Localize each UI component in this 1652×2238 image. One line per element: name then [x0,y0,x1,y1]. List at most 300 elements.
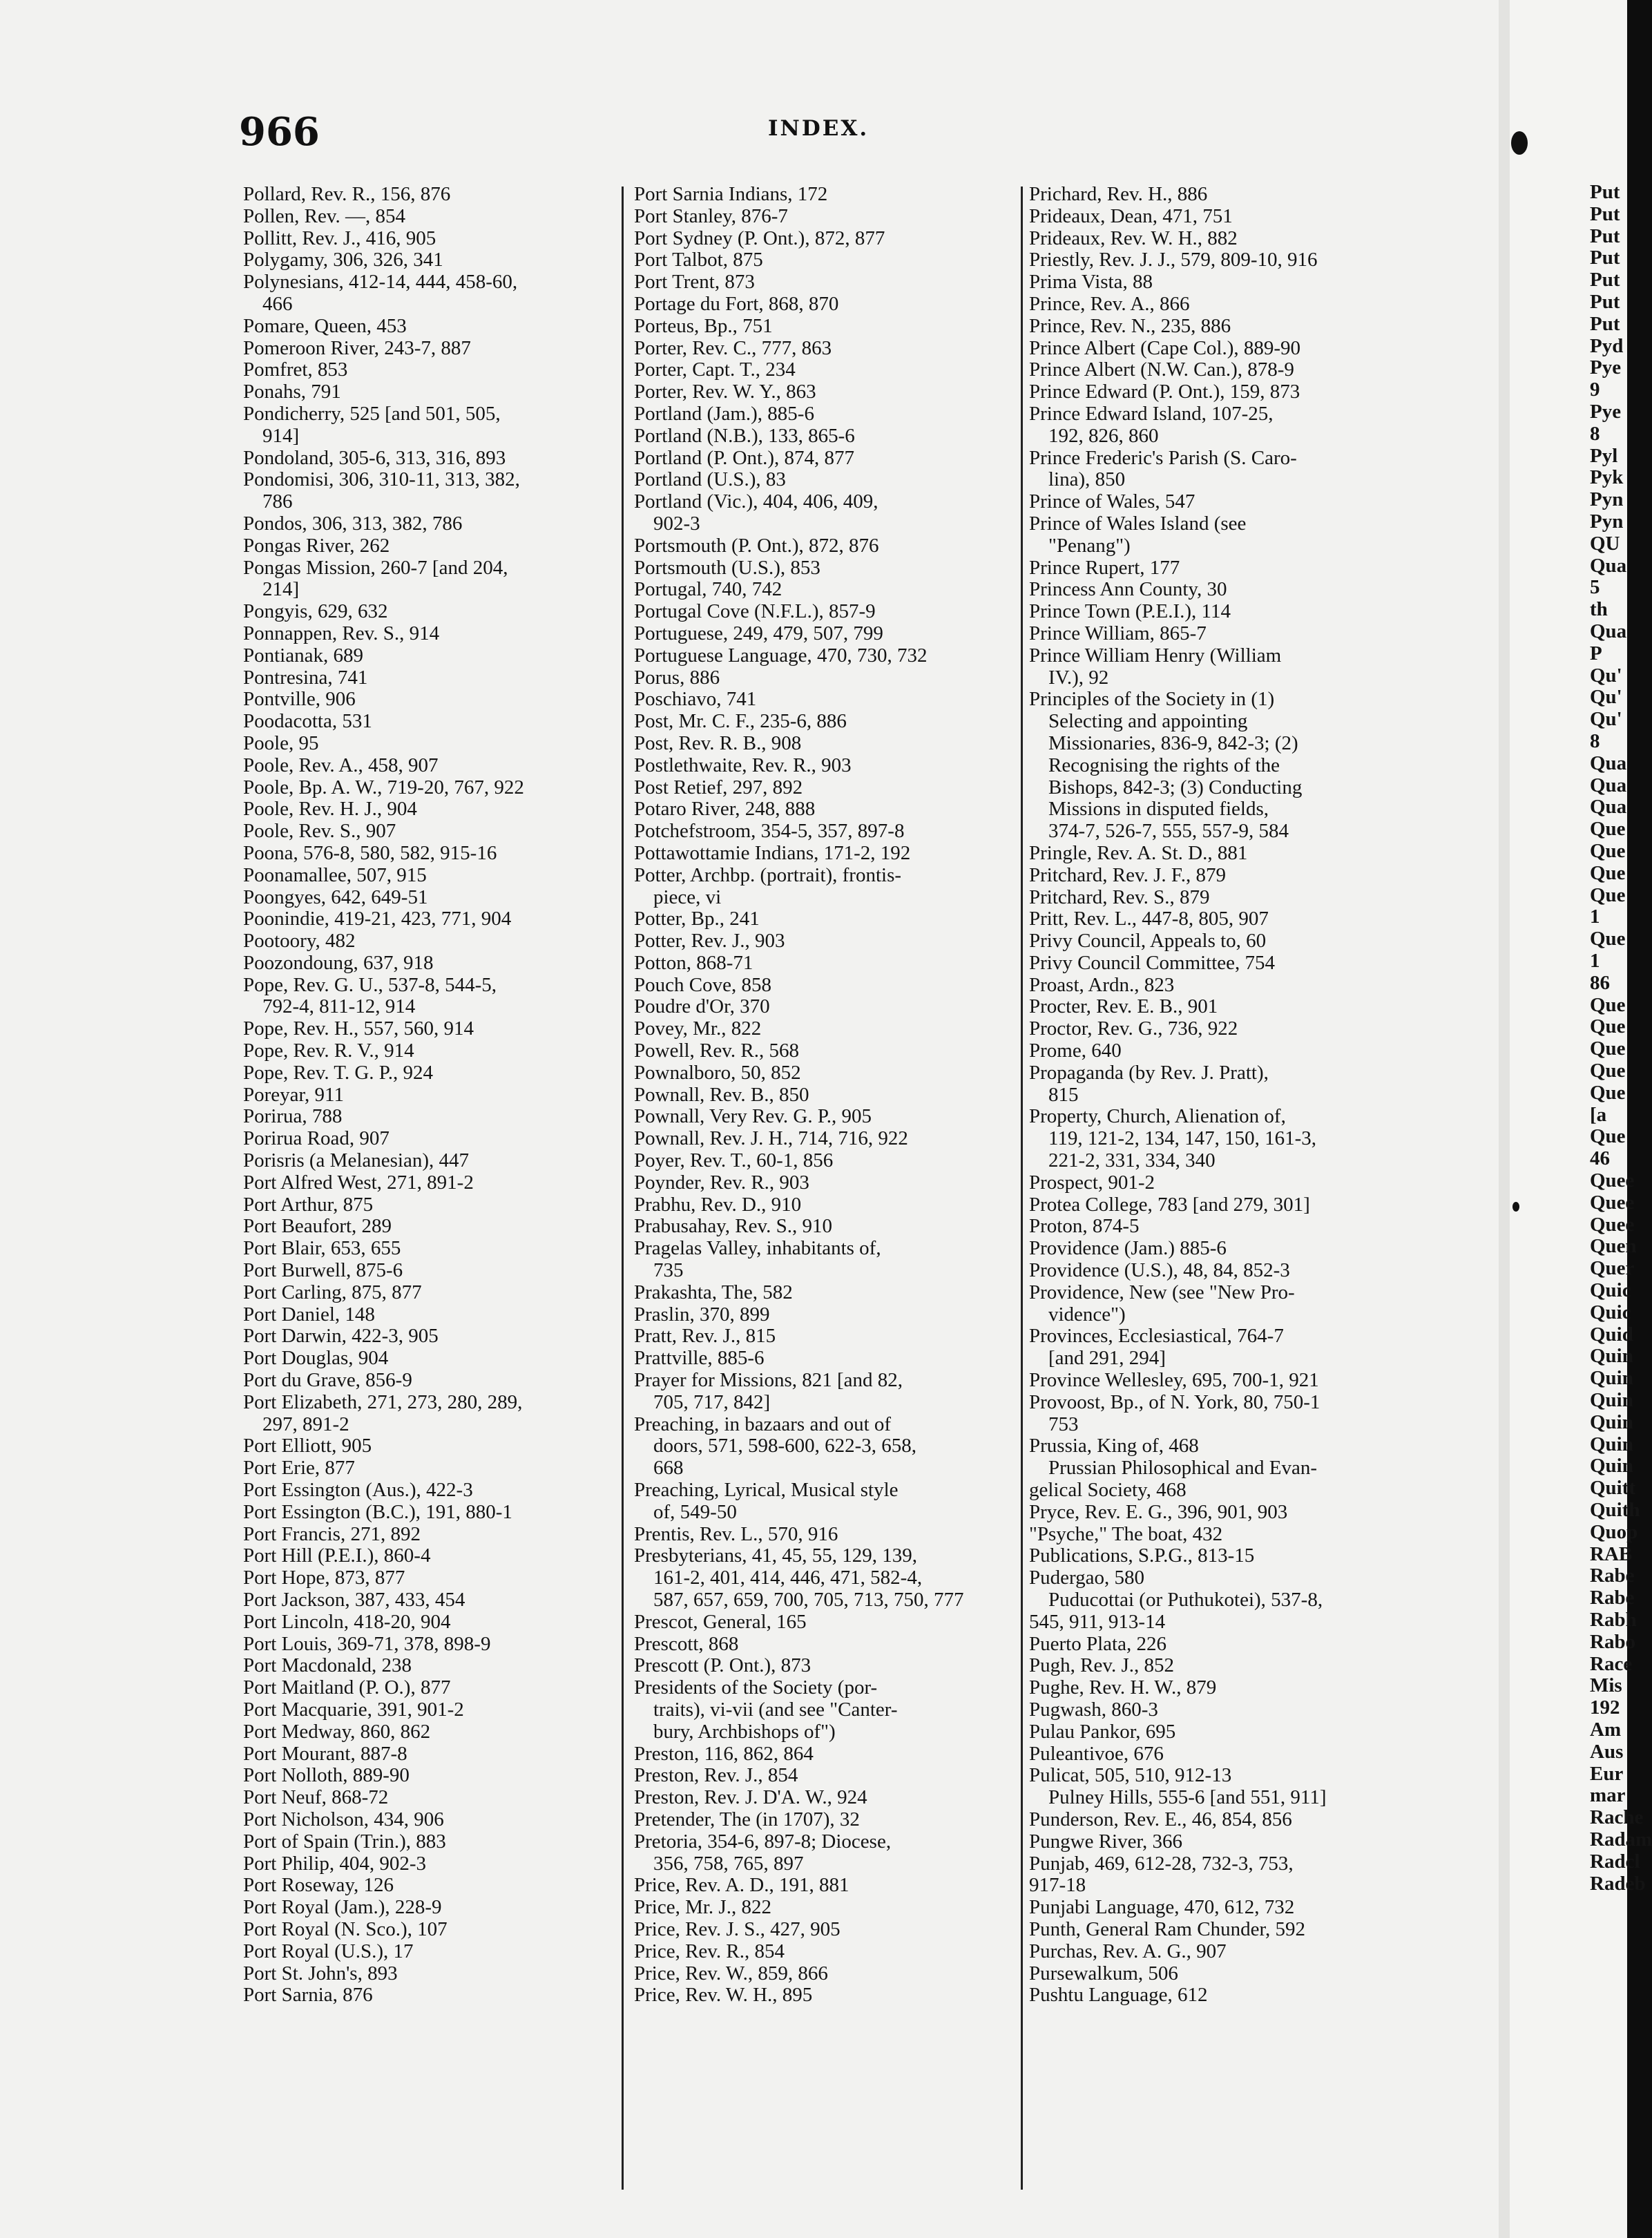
index-entry-line: IV.), 92 [1048,666,1109,689]
index-entry-line: Prabusahay, Rev. S., 910 [634,1215,833,1238]
index-entry-line: lina), 850 [1048,468,1126,491]
index-entry-line: Port Beaufort, 289 [243,1215,392,1238]
index-entry-line: Pretoria, 354-6, 897-8; Diocese, [634,1830,892,1853]
index-entry-line: Portland (Jam.), 885-6 [634,402,814,425]
index-entry-line: 735 [653,1259,684,1282]
adjacent-page-fragment: Am [1590,1719,1622,1741]
index-entry-line: Prabhu, Rev. D., 910 [634,1193,802,1216]
ink-blot [1512,1202,1519,1212]
index-entry-line: Preaching, Lyrical, Musical style [634,1479,899,1502]
adjacent-page-fragment: Que [1590,993,1626,1016]
index-entry-line: Proton, 874-5 [1029,1215,1140,1238]
index-entry-line: Selecting and appointing [1048,710,1248,733]
index-entry-line: Prima Vista, 88 [1029,271,1153,294]
index-entry-line: Poonindie, 419-21, 423, 771, 904 [243,908,512,930]
index-entry-line: Pope, Rev. R. V., 914 [243,1040,414,1062]
index-entry-line: Portsmouth (P. Ont.), 872, 876 [634,534,879,557]
index-entry-line: Ponahs, 791 [243,381,341,403]
index-entry-line: Pritt, Rev. L., 447-8, 805, 907 [1029,908,1269,930]
index-entry-line: Pritchard, Rev. J. F., 879 [1029,863,1226,886]
ink-blot [1511,131,1528,155]
index-entry-line: Privy Council, Appeals to, 60 [1029,930,1267,953]
adjacent-page-fragment: Qua [1590,752,1627,774]
adjacent-page-fragment: Quic [1590,1301,1631,1323]
adjacent-page-fragment: mar [1590,1784,1626,1807]
adjacent-page-fragment: Race [1590,1652,1633,1675]
adjacent-page-fragment: Quin [1590,1367,1633,1390]
adjacent-page-fragment: Put [1590,202,1620,225]
index-entry-line: Privy Council Committee, 754 [1029,951,1276,974]
index-entry-line: Pomeroon River, 243-7, 887 [243,336,471,359]
adjacent-page-fragment: Quop [1590,1520,1638,1543]
index-entry-line: 297, 891-2 [262,1413,349,1435]
index-entry-line: Poodacotta, 531 [243,710,372,733]
index-entry-line: Pomfret, 853 [243,358,348,381]
index-entry-line: Port Daniel, 148 [243,1303,375,1326]
index-entry-line: Pondos, 306, 313, 382, 786 [243,512,463,535]
index-entry-line: Price, Rev. A. D., 191, 881 [634,1874,849,1897]
index-entry-line: Poschiavo, 741 [634,688,757,711]
adjacent-page-fragment: Que [1590,1015,1626,1038]
adjacent-page-fragment: Qua [1590,774,1627,796]
index-entry-line: Prussian Philosophical and Evan- [1048,1457,1318,1480]
index-entry-line: Port Sydney (P. Ont.), 872, 877 [634,227,885,249]
index-column-2 [634,184,1021,2007]
index-entry-line: Punderson, Rev. E., 46, 854, 856 [1029,1808,1292,1830]
index-entry-line: 902-3 [653,512,700,535]
adjacent-page-fragment: Radeb [1590,1872,1646,1895]
index-entry-line: Preston, Rev. J. D'A. W., 924 [634,1786,867,1809]
index-entry-line: Prideaux, Dean, 471, 751 [1029,204,1233,227]
index-entry-line: Portland (U.S.), 83 [634,468,786,491]
index-entry-line: Pootoory, 482 [243,930,356,953]
adjacent-page-fragment: Put [1590,269,1620,291]
index-entry-line: Principles of the Society in (1) [1029,688,1275,711]
index-entry-line: Pritchard, Rev. S., 879 [1029,886,1210,908]
index-entry-line: Pownalboro, 50, 852 [634,1061,801,1084]
adjacent-page-fragment: [a [1590,1103,1607,1126]
adjacent-page-fragment: Pyn [1590,510,1624,533]
adjacent-page-fragment: Pyd [1590,334,1624,357]
index-entry-line: Portuguese Language, 470, 730, 732 [634,644,928,667]
index-entry-line: Polynesians, 412-14, 444, 458-60, [243,271,518,294]
index-entry-line: Pollard, Rev. R., 156, 876 [243,183,451,205]
index-entry-line: Poole, Rev. S., 907 [243,820,396,843]
index-entry-line: Prome, 640 [1029,1040,1122,1062]
index-entry-line: Post, Rev. R. B., 908 [634,731,802,754]
adjacent-page-fragment: Aus [1590,1740,1624,1763]
adjacent-page-fragment: Pye [1590,356,1622,379]
adjacent-page-fragment: Qu' [1590,664,1622,687]
adjacent-page-fragment: Que [1590,1125,1626,1148]
column-divider [622,186,624,2190]
index-entry-line: Pugh, Rev. J., 852 [1029,1654,1174,1677]
index-entry-line: Pongyis, 629, 632 [243,600,388,623]
index-entry-line: Polygamy, 306, 326, 341 [243,249,443,271]
index-entry-line: Poongyes, 642, 649-51 [243,886,428,908]
index-entry-line: Pownall, Rev. J. H., 714, 716, 922 [634,1127,908,1150]
adjacent-page-fragment: Quin [1590,1389,1633,1411]
index-entry-line: vidence") [1048,1303,1126,1326]
index-entry-line: piece, vi [653,886,722,908]
index-entry-line: Preston, Rev. J., 854 [634,1764,798,1787]
index-entry-line: Pulau Pankor, 695 [1029,1720,1176,1743]
index-entry-line: Punth, General Ram Chunder, 592 [1029,1917,1305,1940]
adjacent-page-fragment: Pyk [1590,466,1624,489]
index-entry-line: Porirua Road, 907 [243,1127,390,1150]
index-entry-line: Port Elizabeth, 271, 273, 280, 289, [243,1390,523,1413]
index-entry-line: bury, Archbishops of") [653,1720,836,1743]
index-entry-line: Pope, Rev. H., 557, 560, 914 [243,1017,474,1040]
index-entry-line: traits), vi-vii (and see "Canter- [653,1698,898,1721]
index-entry-line: doors, 571, 598-600, 622-3, 658, [653,1435,917,1457]
index-entry-line: Prayer for Missions, 821 [and 82, [634,1369,903,1392]
index-entry-line: Port Mourant, 887-8 [243,1742,407,1765]
index-entry-line: Province Wellesley, 695, 700-1, 921 [1029,1369,1319,1392]
adjacent-page-fragment: Eur [1590,1762,1624,1785]
index-entry-line: Purchas, Rev. A. G., 907 [1029,1940,1227,1962]
adjacent-page-fragment: Quic [1590,1279,1631,1301]
index-entry-line: Price, Rev. W., 859, 866 [634,1962,828,1984]
index-entry-line: Portuguese, 249, 479, 507, 799 [634,622,883,644]
index-entry-line: Poole, Rev. H. J., 904 [243,798,417,821]
index-entry-line: Pownall, Rev. B., 850 [634,1083,809,1106]
index-entry-line: Prichard, Rev. H., 886 [1029,183,1208,205]
adjacent-page-fragment: Que [1590,840,1626,862]
index-entry-line: Port Hill (P.E.I.), 860-4 [243,1544,431,1567]
index-entry-line: Puducottai (or Puthukotei), 537-8, [1048,1589,1323,1611]
adjacent-page-fragment: Rabe [1590,1587,1635,1609]
adjacent-page-fragment: 46 [1590,1147,1610,1170]
index-entry-line: Prideaux, Rev. W. H., 882 [1029,227,1238,249]
index-entry-line: Port Stanley, 876-7 [634,204,788,227]
adjacent-page-fragment: Que [1590,1060,1626,1082]
adjacent-page-fragment: Rabe [1590,1565,1635,1587]
adjacent-page-fragment: Qua [1590,796,1627,819]
index-entry-line: 192, 826, 860 [1048,424,1159,447]
index-entry-line: Pomare, Queen, 453 [243,314,407,337]
index-entry-line: Pownall, Very Rev. G. P., 905 [634,1105,872,1128]
index-entry-line: Potton, 868-71 [634,951,753,974]
index-column-3 [1029,184,1402,2007]
index-entry-line: Port Blair, 653, 655 [243,1237,401,1260]
index-entry-line: Price, Mr. J., 822 [634,1896,771,1919]
adjacent-page-fragment: 1 [1590,906,1600,928]
index-entry-line: Port Roseway, 126 [243,1874,394,1897]
adjacent-page-fragment: 8 [1590,422,1600,445]
adjacent-page-fragment: Quin [1590,1455,1633,1477]
index-entry-line: Port Francis, 271, 892 [243,1522,421,1545]
index-entry-line: Pursewalkum, 506 [1029,1962,1178,1984]
index-entry-line: Punjabi Language, 470, 612, 732 [1029,1896,1295,1919]
index-entry-line: Proast, Ardn., 823 [1029,973,1175,996]
adjacent-page-fragment: Que [1590,1037,1626,1060]
index-entry-line: Procter, Rev. E. B., 901 [1029,995,1218,1018]
index-entry-line: Pongas Mission, 260-7 [and 204, [243,556,508,579]
adjacent-page-fragment: Quid [1590,1323,1633,1346]
index-entry-line: Prince Albert (Cape Col.), 889-90 [1029,336,1301,359]
adjacent-page-fragment: 86 [1590,971,1610,994]
index-entry-line: Port Arthur, 875 [243,1193,374,1216]
adjacent-page-fragment: Qu' [1590,686,1622,709]
index-entry-line: Pottawottamie Indians, 171-2, 192 [634,841,911,864]
index-entry-line: Prattville, 885-6 [634,1347,765,1370]
adjacent-page-fragment: RAB [1590,1542,1633,1565]
index-entry-line: gelical Society, 468 [1029,1479,1187,1502]
index-entry-line: Pryce, Rev. E. G., 396, 901, 903 [1029,1500,1288,1523]
index-entry-line: Prince of Wales Island (see [1029,512,1247,535]
index-entry-line: 545, 911, 913-14 [1029,1610,1166,1633]
index-entry-line: Port Royal (U.S.), 17 [243,1940,414,1962]
index-entry-line: Porter, Rev. C., 777, 863 [634,336,832,359]
index-entry-line: Poona, 576-8, 580, 582, 915-16 [243,841,497,864]
adjacent-page-fragment: Quin [1590,1410,1633,1433]
index-entry-line: Port Burwell, 875-6 [243,1259,403,1282]
index-entry-line: "Psyche," The boat, 432 [1029,1522,1223,1545]
index-entry-line: Postlethwaite, Rev. R., 903 [634,754,852,776]
adjacent-page-fragment: Qu' [1590,708,1622,731]
adjacent-page-fragment: 8 [1590,730,1600,752]
index-entry-line: Pondicherry, 525 [and 501, 505, [243,402,501,425]
index-entry-line: Post, Mr. C. F., 235-6, 886 [634,710,847,733]
index-entry-line: Prakashta, The, 582 [634,1281,793,1303]
index-entry-line: Port Maitland (P. O.), 877 [243,1676,451,1699]
index-entry-line: Pope, Rev. T. G. P., 924 [243,1061,433,1084]
adjacent-page-fragment: 9 [1590,379,1600,401]
index-entry-line: 466 [262,292,293,315]
index-entry-line: Portsmouth (U.S.), 853 [634,556,820,579]
adjacent-page-fragment: Put [1590,181,1620,203]
index-entry-line: Porisris (a Melanesian), 447 [243,1149,469,1172]
index-entry-line: Prescott (P. Ont.), 873 [634,1654,811,1677]
index-entry-line: Prince Edward (P. Ont.), 159, 873 [1029,381,1300,403]
index-entry-line: 374-7, 526-7, 555, 557-9, 584 [1048,820,1289,843]
index-entry-line: Prescott, 868 [634,1632,739,1655]
index-entry-line: Prince Edward Island, 107-25, [1029,402,1274,425]
adjacent-page-fragment: Rabh [1590,1609,1637,1631]
index-entry-line: Poole, Rev. A., 458, 907 [243,754,439,776]
index-entry-line: Pushtu Language, 612 [1029,1984,1208,2007]
index-entry-line: Prussia, King of, 468 [1029,1435,1199,1457]
index-entry-line: Puerto Plata, 226 [1029,1632,1166,1655]
index-entry-line: Port Trent, 873 [634,271,755,294]
index-entry-line: Port of Spain (Trin.), 883 [243,1830,446,1853]
index-entry-line: Poole, 95 [243,731,319,754]
index-entry-line: Portugal, 740, 742 [634,578,782,601]
adjacent-page-fragment: Qua [1590,620,1627,642]
index-entry-line: Poreyar, 911 [243,1083,344,1106]
index-entry-line: Portland (P. Ont.), 874, 877 [634,446,854,469]
index-entry-line: Presbyterians, 41, 45, 55, 129, 139, [634,1544,917,1567]
adjacent-page-fragment: Pyl [1590,444,1618,467]
index-entry-line: Prince, Rev. N., 235, 886 [1029,314,1231,337]
index-entry-line: Port Nicholson, 434, 906 [243,1808,444,1830]
index-entry-line: Publications, S.P.G., 813-15 [1029,1544,1255,1567]
index-entry-line: Praslin, 370, 899 [634,1303,770,1326]
adjacent-page-fragment: Que [1590,1081,1626,1104]
index-entry-line: 214] [262,578,300,601]
index-entry-line: Port Philip, 404, 902-3 [243,1852,427,1875]
index-entry-line: Potaro River, 248, 888 [634,798,816,821]
adjacent-page-fragment: Que [1590,861,1626,884]
index-entry-line: 753 [1048,1413,1079,1435]
adjacent-page-fragment: Radam [1590,1828,1652,1850]
index-entry-line: Poonamallee, 507, 915 [243,863,427,886]
index-entry-line: Property, Church, Alienation of, [1029,1105,1286,1128]
index-entry-line: [and 291, 294] [1048,1347,1166,1370]
index-entry-line: Porus, 886 [634,666,720,689]
index-entry-line: Port Neuf, 868-72 [243,1786,389,1809]
adjacent-page-fragment: Pyn [1590,488,1624,511]
adjacent-page-fragment: Quitt [1590,1477,1636,1500]
index-entry-line: Prince William Henry (William [1029,644,1282,667]
adjacent-page-fragment: Qua [1590,554,1627,577]
index-entry-line: Pughe, Rev. H. W., 879 [1029,1676,1217,1699]
adjacent-page-fragment: 5 [1590,576,1600,599]
index-column-1 [243,184,602,2007]
adjacent-page-fragment: Put [1590,312,1620,335]
index-entry-line: Prince Frederic's Parish (S. Caro- [1029,446,1297,469]
index-entry-line: Price, Rev. W. H., 895 [634,1984,813,2007]
page-edge [1499,0,1510,2238]
index-entry-line: Porirua, 788 [243,1105,343,1128]
index-entry-line: Pongas River, 262 [243,534,390,557]
index-entry-line: "Penang") [1048,534,1131,557]
index-entry-line: Portland (Vic.), 404, 406, 409, [634,490,878,513]
index-entry-line: Poyer, Rev. T., 60-1, 856 [634,1149,834,1172]
index-entry-line: Port Jackson, 387, 433, 454 [243,1589,465,1611]
index-entry-line: Potchefstroom, 354-5, 357, 897-8 [634,820,905,843]
adjacent-page-fragment: Put [1590,291,1620,313]
adjacent-page-fragment: Quen [1590,1235,1637,1258]
running-title: INDEX. [768,116,870,141]
index-entry-line: Poole, Bp. A. W., 719-20, 767, 922 [243,776,524,798]
adjacent-page-fragment: Quith [1590,1499,1640,1521]
index-entry-line: Prentis, Rev. L., 570, 916 [634,1522,838,1545]
index-entry-line: Pontresina, 741 [243,666,368,689]
index-entry-line: Potter, Bp., 241 [634,908,760,930]
index-entry-line: 792-4, 811-12, 914 [262,995,416,1018]
index-entry-line: Port Darwin, 422-3, 905 [243,1325,439,1348]
index-entry-line: 161-2, 401, 414, 446, 471, 582-4, [653,1567,923,1589]
index-entry-line: Prince Rupert, 177 [1029,556,1180,579]
adjacent-page-text [1590,0,1652,2238]
index-entry-line: Pouch Cove, 858 [634,973,771,996]
index-entry-line: Port Nolloth, 889-90 [243,1764,410,1787]
adjacent-page-fragment: Mis [1590,1674,1622,1697]
adjacent-page-fragment: Quin [1590,1433,1633,1455]
index-entry-line: Pope, Rev. G. U., 537-8, 544-5, [243,973,497,996]
adjacent-page-fragment: Quee [1590,1191,1635,1214]
index-entry-line: Port Louis, 369-71, 378, 898-9 [243,1632,491,1655]
index-entry-line: 914] [262,424,300,447]
index-entry-line: Recognising the rights of the [1048,754,1280,776]
index-entry-line: Prince, Rev. A., 866 [1029,292,1190,315]
index-entry-line: 587, 657, 659, 700, 705, 713, 750, 777 [653,1589,964,1611]
index-entry-line: Pulicat, 505, 510, 912-13 [1029,1764,1232,1787]
index-entry-line: Port Alfred West, 271, 891-2 [243,1171,474,1194]
index-entry-line: Potter, Archbp. (portrait), frontis- [634,863,902,886]
index-entry-line: Missions in disputed fields, [1048,798,1269,821]
adjacent-page-fragment: Rabo [1590,1630,1636,1653]
index-entry-line: Pudergao, 580 [1029,1567,1145,1589]
index-entry-line: Portage du Fort, 868, 870 [634,292,839,315]
adjacent-page-fragment: Quin [1590,1345,1633,1368]
adjacent-page-fragment: QU [1590,532,1620,555]
index-entry-line: Protea College, 783 [and 279, 301] [1029,1193,1310,1216]
index-entry-line: Porter, Capt. T., 234 [634,358,796,381]
index-entry-line: Presidents of the Society (por- [634,1676,878,1699]
index-entry-line: Pugwash, 860-3 [1029,1698,1158,1721]
index-entry-line: Pondomisi, 306, 310-11, 313, 382, [243,468,520,491]
index-entry-line: Prince Albert (N.W. Can.), 878-9 [1029,358,1294,381]
adjacent-page-fragment: Radcl [1590,1850,1640,1873]
index-entry-line: Pontianak, 689 [243,644,363,667]
page-number: 966 [239,109,320,155]
adjacent-page-fragment: Que [1590,883,1626,906]
adjacent-page-fragment: th [1590,598,1608,621]
index-entry-line: 917-18 [1029,1874,1086,1897]
index-entry-line: Prescot, General, 165 [634,1610,807,1633]
index-entry-line: Port Macdonald, 238 [243,1654,412,1677]
index-entry-line: Port Elliott, 905 [243,1435,372,1457]
adjacent-page-fragment: Que [1590,818,1626,841]
index-entry-line: Port Carling, 875, 877 [243,1281,422,1303]
index-entry-line: Priestly, Rev. J. J., 579, 809-10, 916 [1029,249,1318,271]
index-entry-line: Port Royal (N. Sco.), 107 [243,1917,448,1940]
index-entry-line: Pretender, The (in 1707), 32 [634,1808,860,1830]
index-entry-line: Prince of Wales, 547 [1029,490,1195,513]
index-entry-line: Price, Rev. R., 854 [634,1940,785,1962]
index-entry-line: Port Hope, 873, 877 [243,1567,405,1589]
index-entry-line: Providence (U.S.), 48, 84, 852-3 [1029,1259,1290,1282]
index-entry-line: of, 549-50 [653,1500,737,1523]
adjacent-page-fragment: Quee [1590,1169,1635,1192]
index-entry-line: Potter, Rev. J., 903 [634,930,785,953]
column-divider [1021,186,1023,2190]
index-entry-line: Porter, Rev. W. Y., 863 [634,381,816,403]
index-entry-line: Providence (Jam.) 885-6 [1029,1237,1227,1260]
index-entry-line: Pragelas Valley, inhabitants of, [634,1237,881,1260]
index-entry-line: Pratt, Rev. J., 815 [634,1325,776,1348]
index-entry-line: Port Royal (Jam.), 228-9 [243,1896,442,1919]
index-entry-line: 221-2, 331, 334, 340 [1048,1149,1216,1172]
index-entry-line: Princess Ann County, 30 [1029,578,1227,601]
index-entry-line: Puleantivoe, 676 [1029,1742,1164,1765]
index-entry-line: Pollitt, Rev. J., 416, 905 [243,227,436,249]
index-entry-line: Porteus, Bp., 751 [634,314,773,337]
index-entry-line: 815 [1048,1083,1079,1106]
index-entry-line: 668 [653,1457,684,1480]
index-entry-line: Powell, Rev. R., 568 [634,1040,799,1062]
adjacent-page-fragment: Rache [1590,1806,1644,1829]
adjacent-page-fragment: 1 [1590,950,1600,972]
index-entry-line: Port du Grave, 856-9 [243,1369,412,1392]
index-entry-line: 705, 717, 842] [653,1390,771,1413]
adjacent-page-fragment: Put [1590,247,1620,269]
index-entry-line: Poynder, Rev. R., 903 [634,1171,809,1194]
index-entry-line: Proctor, Rev. G., 736, 922 [1029,1017,1238,1040]
index-entry-line: Preston, 116, 862, 864 [634,1742,814,1765]
index-entry-line: Port Sarnia, 876 [243,1984,373,2007]
index-entry-line: Pulney Hills, 555-6 [and 551, 911] [1048,1786,1327,1809]
index-entry-line: Port Douglas, 904 [243,1347,389,1370]
index-entry-line: Pontville, 906 [243,688,356,711]
index-entry-line: Propaganda (by Rev. J. Pratt), [1029,1061,1269,1084]
index-entry-line: Poudre d'Or, 370 [634,995,770,1018]
index-entry-line: Prospect, 901-2 [1029,1171,1155,1194]
index-entry-line: Preaching, in bazaars and out of [634,1413,892,1435]
